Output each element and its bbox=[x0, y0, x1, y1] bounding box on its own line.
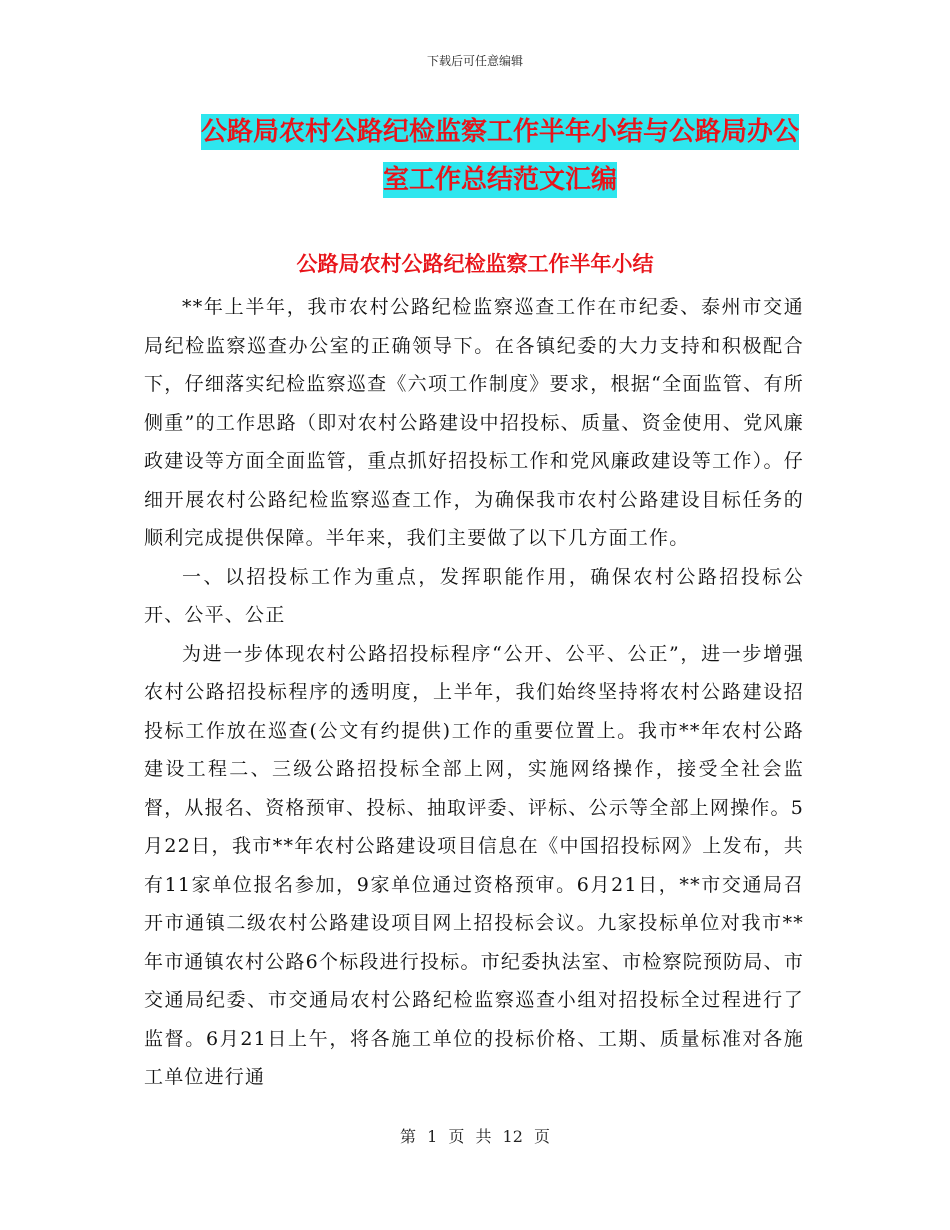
section-title: 公路局农村公路纪检监察工作半年小结 bbox=[296, 252, 654, 276]
page-header-note: 下载后可任意编辑 bbox=[426, 54, 523, 68]
page-footer: 第 1 页 共 12 页 bbox=[400, 1127, 550, 1146]
document-body bbox=[144, 288, 804, 1097]
body-paragraph: 为进一步体现农村公路招投标程序“公开、公平、公正”，进一步增强农村公路招投标程序的透明度，上半年，我们始终坚持将农村公路建设招投标工作放在巡查(公文有约提供)工作的重要位置上。我市**年农村公路建设工程二、三级公路招投标全部上网，实施网络操作，接受全社会监督，从报名、资格预审、投标、抽取评委、评标、公示等全部上网操作。5月22日，我市**年农村公路建设项目信息在《中国招投标网》上发布，共有11家单位报名参加，9家单位通过资格预审。6月21日，**市交通局召开市通镇二级农村公路建设项目网上招投标会议。九家投标单位对我市**年市通镇农村公路6个标段进行投标。市纪委执法室、市检察院预防局、市交通局纪委、市交通局农村公路纪检监察巡查小组对招投标全过程进行了监督。6月21日上午，将各施工单位的投标价格、工期、质量标准对各施工单位进行通 bbox=[144, 642, 804, 1088]
document-title bbox=[190, 108, 810, 204]
document-title-highlight: 公路局农村公路纪检监察工作半年小结与公路局办公室工作总结范文汇编 bbox=[201, 114, 799, 198]
body-paragraph: **年上半年，我市农村公路纪检监察巡查工作在市纪委、泰州市交通局纪检监察巡查办公室的正确领导下。在各镇纪委的大力支持和积极配合下，仔细落实纪检监察巡查《六项工作制度》要求，根据“全面监管、有所侧重”的工作思路（即对农村公路建设中招投标、质量、资金使用、党风廉政建设等方面全面监管，重点抓好招投标工作和党风廉政建设等工作）。仔细开展农村公路纪检监察巡查工作，为确保我市农村公路建设目标任务的顺利完成提供保障。半年来，我们主要做了以下几方面工作。 bbox=[144, 296, 804, 549]
body-paragraph: 一、以招投标工作为重点，发挥职能作用，确保农村公路招投标公开、公平、公正 bbox=[144, 565, 804, 626]
